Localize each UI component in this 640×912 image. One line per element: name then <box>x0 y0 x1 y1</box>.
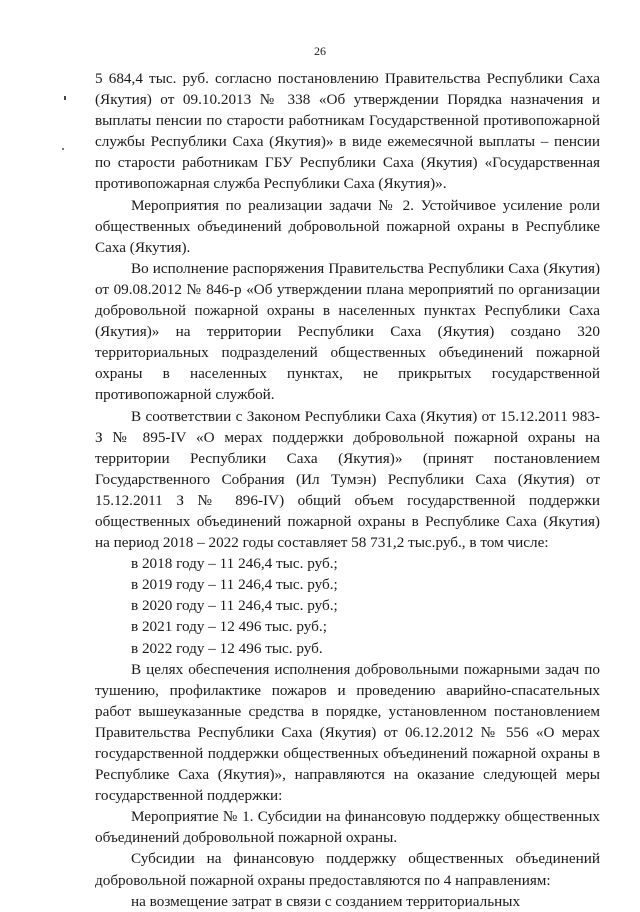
page-number: 26 <box>314 44 326 58</box>
scan-artifact <box>62 148 64 150</box>
paragraph-volunteer-units: Во исполнение распоряжения Правительства Республики Саха (Якутия) от 09.08.2012 № 846-р «Об утверждении плана мероприятий по организации добровольной пожарной охраны в населенных пунктах Республики Саха (Якутия)» на территории Республики Саха (Якутия) создано 320 территориальных подразделений общественных объединений пожарной охраны в населенных пунктах, не прикрытых государственной противопожарной службой. <box>95 259 600 404</box>
paragraph-funding-law: В соответствии с Законом Республики Саха (Якутия) от 15.12.2011 983-З № 895-IV «О мерах поддержки добровольной пожарной охраны на территории Республики Саха (Якутия)» (принят постановлением Государственного Собрания (Ил Тумэн) Республики Саха (Якутия) от 15.12.2011 З № 896-IV) общий объем государственной поддержки общественных объединений пожарной охраны в Республике Саха (Якутия) на период 2018 – 2022 годы составляет 58 731,2 тыс.руб., в том числе: <box>95 407 600 552</box>
paragraph-support-purpose: В целях обеспечения исполнения добровольными пожарными задач по тушению, профилактике пожаров и проведению аварийно-спасательных работ вышеуказанные средства в порядке, установленном постановлением Правительства Республики Саха (Якутия) от 06.12.2012 № 556 «О мерах государственной поддержки общественных объединений пожарной охраны в Республике Саха (Якутия)», направляются на оказание следующей меры государственной поддержки: <box>95 660 600 805</box>
scan-artifact <box>64 96 66 100</box>
paragraph-reimbursement: на возмещение затрат в связи с созданием территориальных <box>131 892 521 910</box>
funding-item-2020: в 2020 году – 11 246,4 тыс. руб.; <box>131 597 338 615</box>
paragraph-task-2-heading: Мероприятия по реализации задачи № 2. Устойчивое усиление роли общественных объединений добровольной пожарной охраны в Республике Саха (Якутия). <box>95 196 600 256</box>
funding-item-2018: в 2018 году – 11 246,4 тыс. руб.; <box>131 555 338 573</box>
paragraph-subsidy-directions: Субсидии на финансовую поддержку общественных объединений добровольной пожарной охраны предоставляются по 4 направлениям: <box>95 850 600 889</box>
paragraph-pension-payments: 5 684,4 тыс. руб. согласно постановлению Правительства Республики Саха (Якутия) от 09.10.2013 № 338 «Об утверждении Порядка назначения и выплаты пенсии по старости работникам Государственной противопожарной службы Республики Саха (Якутия)» в виде ежемесячной выплаты – пенсии по старости работникам ГБУ Республики Саха (Якутия) «Государственная противопожарная служба Республики Саха (Якутия)». <box>95 70 600 193</box>
paragraph-measure-1: Мероприятие № 1. Субсидии на финансовую поддержку общественных объединений добровольной пожарной охраны. <box>95 808 600 847</box>
funding-item-2022: в 2022 году – 12 496 тыс. руб. <box>131 639 323 657</box>
funding-item-2021: в 2021 году – 12 496 тыс. руб.; <box>131 618 327 636</box>
funding-item-2019: в 2019 году – 11 246,4 тыс. руб.; <box>131 576 338 594</box>
body-text <box>95 68 600 912</box>
